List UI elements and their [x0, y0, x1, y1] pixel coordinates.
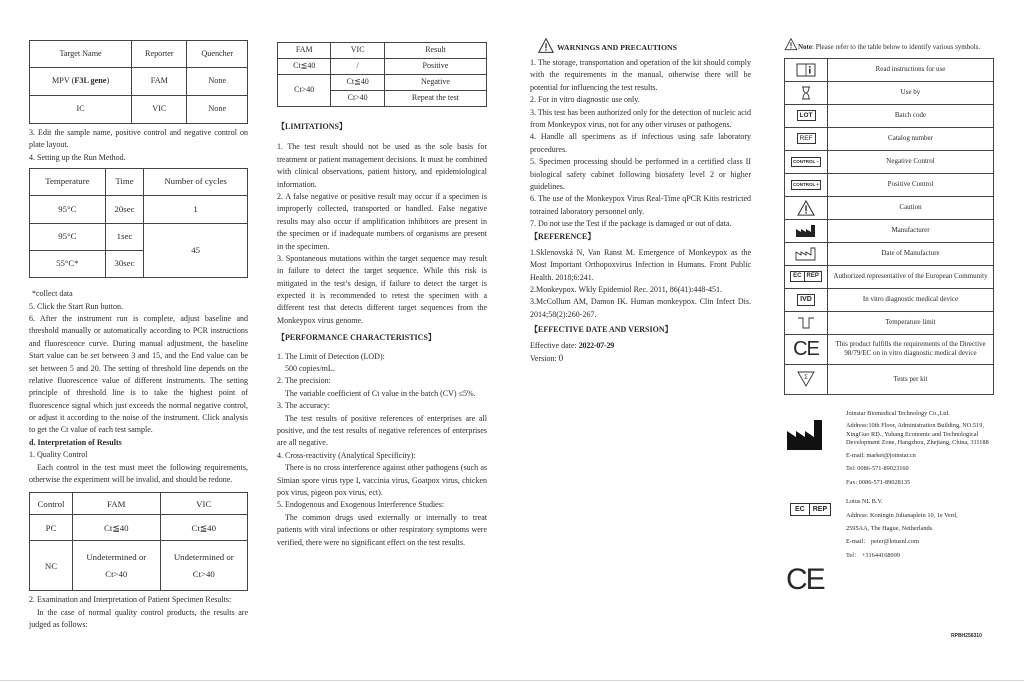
header-vic: VIC — [160, 493, 248, 515]
symbol-row — [785, 334, 994, 364]
perf-2-text: The variable coefficient of Ct value in the batch (CV) ≤5%. — [285, 388, 476, 398]
cell-time-1: 20sec — [105, 196, 143, 224]
perf-1-title: 1. The Limit of Detection (LOD): — [277, 351, 385, 361]
reference-1: 1.Sklenovská N, Van Ranst M. Emergence of Monkeypox as the Most Important Orthopoxvirus Infection in Humans. Front Public Health. 2018;6:241. — [530, 247, 751, 282]
symbol-row — [785, 58, 994, 81]
step-5-text: 5. Click the Start Run button. — [29, 301, 123, 311]
run-method-table — [29, 168, 248, 278]
cell-temp-3: 55°C* — [30, 251, 106, 278]
manufacturer-email: E-mail: market@joinstar.cn — [846, 451, 916, 459]
thermometer-icon — [795, 316, 817, 330]
header-cycles: Number of cycles — [144, 169, 248, 196]
cell-reporter-vic: VIC — [132, 96, 187, 124]
cell-result-repeat: Repeat the test — [384, 91, 486, 107]
perf-1-text: 500 copies/mL. — [285, 364, 335, 374]
quality-control-text: Each control in the test must meet the following requirements, otherwise the experiment will be invalid, and should be redone. — [29, 462, 248, 485]
lot-icon: LOT — [797, 110, 816, 121]
symbol-row — [785, 127, 994, 150]
eu-rep-block — [784, 497, 994, 560]
column-1 — [29, 40, 248, 632]
cell-target-mpv: MPV (F3L gene) — [30, 68, 132, 96]
cell-vic-slash: / — [331, 59, 384, 75]
result-table — [277, 42, 487, 107]
cell-cycles-1: 1 — [144, 196, 248, 224]
header-reporter: Reporter — [132, 41, 187, 68]
ce-mark-icon: CE — [793, 338, 819, 361]
column-4 — [784, 38, 994, 596]
symbol-row — [785, 219, 994, 242]
header-result: Result — [384, 43, 486, 59]
perf-2-title: 2. The precision: — [277, 376, 331, 386]
cell-vic-repeat: Ct>40 — [331, 91, 384, 107]
cell-pc: PC — [30, 515, 73, 541]
warnings-heading: WARNINGS AND PRECAUTIONS — [530, 38, 751, 54]
collect-note: *collect data — [32, 289, 73, 299]
rep-email: E-mail： peter@lotusnl.com — [846, 538, 919, 546]
perf-3-title: 3. The accuracy: — [277, 401, 330, 411]
symbol-label: Use by — [828, 81, 994, 104]
cell-time-3: 30sec — [105, 251, 143, 278]
column-3 — [530, 38, 751, 366]
rep-address-2: 2595AA, The Hague, Netherlands. — [846, 525, 934, 533]
reference-2: 2.Monkeypox. Wkly Epidemiol Rec. 2011, 86(41):448-451. — [530, 285, 722, 295]
symbol-label: Authorized representative of the European Community — [828, 265, 994, 288]
manufacturer-name: Joinstar Biomedical Technology Co.,Ltd. — [846, 409, 950, 417]
symbol-label: Read instructions for use — [828, 58, 994, 81]
header-temperature: Temperature — [30, 169, 106, 196]
examination-title: 2. Examination and Interpretation of Patient Specimen Results: — [29, 595, 232, 605]
rep-name: Lotus NL B.V. — [846, 498, 883, 506]
header-fam: FAM — [73, 493, 160, 515]
cell-temp-1: 95°C — [30, 196, 106, 224]
symbols-note: Note: Please refer to the table below to identify various symbols. — [784, 38, 994, 54]
hourglass-icon — [800, 86, 812, 100]
symbol-row — [785, 364, 994, 394]
effective-date: Effective date: 2022-07-29 — [530, 340, 615, 350]
header-target-name: Target Name — [30, 41, 132, 68]
ec-rep-icon: EC REP — [790, 271, 822, 282]
section-d-heading: d. Interpretation of Results — [29, 437, 122, 447]
reference-3: 3.McCollum AM, Damon IK. Human monkeypox. Clin Infect Dis. 2014;58(2):260-267. — [530, 297, 751, 319]
rep-address-1: Address: Koningin Julianaplein 10, 1e Verd, — [846, 511, 958, 519]
symbol-label: Negative Control — [828, 150, 994, 173]
symbol-label: In vitro diagnostic medical device — [828, 288, 994, 311]
symbol-label: Manufacturer — [828, 219, 994, 242]
cell-nc-fam: Undetermined or Ct>40 — [73, 541, 160, 591]
symbol-label: Catalog number — [828, 127, 994, 150]
caution-icon — [797, 200, 815, 216]
symbol-row — [785, 311, 994, 334]
ec-rep-icon: EC REP — [790, 503, 831, 516]
symbol-label: Tests per kit — [828, 364, 994, 394]
ce-mark-icon: CE — [786, 563, 824, 597]
limitations-heading: 【LIMITATIONS】 — [277, 122, 347, 131]
examination-text: In the case of normal quality control products, the results are judged as follows: — [29, 607, 248, 630]
cell-temp-2: 95°C — [30, 224, 106, 251]
header-quencher: Quencher — [187, 41, 248, 68]
quality-control-title: 1. Quality Control — [29, 450, 88, 460]
cell-reporter-fam: FAM — [132, 68, 187, 96]
warning-2: 2. For in vitro diagnostic use only. — [530, 95, 640, 105]
control-minus-icon: CONTROL − — [791, 157, 821, 167]
manufacturer-fax: Fax: 0086-571-89028135 — [846, 478, 911, 486]
symbol-label: This product fulfills the requirements of the Directive 98/79/EC on in vitro diagnostic medical device — [828, 334, 994, 364]
factory-icon — [795, 224, 817, 238]
ivd-icon: IVD — [797, 294, 815, 306]
manufacturer-address: Address:10th Floor, Administration Building, NO.519, XingGuo RD., Yuhang Economic and Technological Development Zone, Hangzhou, Zhejiang, China, 311188 — [846, 422, 989, 446]
header-time: Time — [105, 169, 143, 196]
svg-text:Σ: Σ — [804, 374, 808, 382]
perf-4-text: There is no cross interference against other pathogens (such as Simian spore virus type I, vaccinia virus, Goatpox virus, chicken pox virus, pigeon pox virus, ect). — [277, 463, 487, 497]
symbol-row — [785, 265, 994, 288]
book-info-icon — [796, 63, 816, 77]
symbol-row — [785, 196, 994, 219]
cell-vic-neg: Ct≦40 — [331, 75, 384, 91]
note-warning-icon — [784, 38, 798, 51]
reference-heading: 【REFERENCE】 — [530, 232, 596, 242]
perf-4-title: 4. Cross-reactivity (Analytical Specificity): — [277, 450, 416, 460]
cell-quencher-none-2: None — [187, 96, 248, 124]
factory-outline-icon — [795, 247, 817, 261]
cell-quencher-none: None — [187, 68, 248, 96]
cell-fam-pos: Ct≦40 — [278, 59, 331, 75]
perf-5-text: The common drugs used externally or internally to treat patients with viral infections or other respiratory symptoms were verified, there were no significant effect on the test results. — [277, 512, 487, 547]
cell-target-ic: IC — [30, 96, 132, 124]
header-vic: VIC — [331, 43, 384, 59]
step-4-text: 4. Setting up the Run Method. — [29, 152, 126, 162]
cell-nc: NC — [30, 541, 73, 591]
symbol-row — [785, 288, 994, 311]
symbol-label: Caution — [828, 196, 994, 219]
step-3-text: 3. Edit the sample name, positive control and negative control on plate layout. — [29, 128, 248, 150]
sigma-icon — [797, 371, 815, 387]
target-table — [29, 40, 248, 124]
cell-pc-fam: Ct≦40 — [73, 515, 160, 541]
perf-5-title: 5. Endogenous and Exogenous Interference Studies: — [277, 500, 445, 510]
cell-nc-vic: Undetermined or Ct>40 — [160, 541, 248, 591]
cell-pc-vic: Ct≦40 — [160, 515, 248, 541]
warning-1: 1. The storage, transportation and operation of the kit should comply with the requirements in the manual, otherwise there will be potential for influencing the test results. — [530, 58, 751, 92]
symbol-row — [785, 242, 994, 265]
symbols-table — [784, 58, 994, 395]
manufacturer-tel: Tel: 0086-571-89023160 — [846, 465, 909, 473]
symbol-label: Date of Manufacture — [828, 242, 994, 265]
warning-5: 5. Specimen processing should be performed in a certified class II biological safety cabinet following biosafety level 2 or higher guidelines. — [530, 157, 751, 191]
cell-result-negative: Negative — [384, 75, 486, 91]
header-fam: FAM — [278, 43, 331, 59]
symbol-row — [785, 150, 994, 173]
cell-time-2: 1sec — [105, 224, 143, 251]
manufacturer-block — [784, 409, 994, 487]
cell-fam-neg: Ct>40 — [278, 75, 331, 107]
symbol-label: Positive Control — [828, 173, 994, 196]
page-bottom-divider — [0, 680, 1024, 681]
symbol-row — [785, 104, 994, 127]
warning-6: 6. The use of the Monkeypox Virus Real-Time qPCR Kitis restricted totrained laboratory personnel only. — [530, 194, 751, 216]
column-2 — [277, 42, 487, 549]
control-table — [29, 492, 248, 591]
effective-heading: 【EFFECTIVE DATE AND VERSION】 — [530, 325, 673, 335]
document-code: RPBH256310 — [951, 633, 982, 639]
control-plus-icon: CONTROL + — [791, 180, 821, 190]
symbol-label: Temperature limit — [828, 311, 994, 334]
limitation-1: 1. The test result should not be used as the sole basis for treatment or patient management decisions. It must be combined with clinical observations, patient history, and epidemiological information. — [277, 142, 487, 189]
ref-icon: REF — [797, 133, 816, 144]
symbol-row — [785, 81, 994, 104]
perf-3-text: The test results of positive references of enterprises are all positive, and the test results of negative references of enterprises are all negative. — [277, 413, 487, 448]
limitation-3: 3. Spontaneous mutations within the target sequence may result in failure to detect the target sequence. While this risk is mitigated in the test’s design, if failure to detect the target is expected it is recommended to retest the specimen with a different test that detects different target sequences from the Monkeypox virus genome. — [277, 253, 487, 325]
warning-triangle-icon — [538, 38, 554, 54]
performance-heading: 【PERFORMANCE CHARACTERISTICS】 — [277, 333, 436, 343]
symbol-row — [785, 173, 994, 196]
warning-7: 7. Do not use the Test if the package is damaged or out of data. — [530, 219, 732, 229]
cell-result-positive: Positive — [384, 59, 486, 75]
header-control: Control — [30, 493, 73, 515]
symbol-label: Batch code — [828, 104, 994, 127]
warning-4: 4. Handle all specimens as if infectious using safe laboratory procedures. — [530, 132, 751, 154]
rep-tel: Tel： +31644168999 — [846, 551, 901, 559]
manufacturer-factory-icon — [786, 419, 832, 451]
limitation-2: 2. A false negative or positive result may occur if a specimen is improperly collected, transported or handled. False negative results may also occur if amplification inhibitors are present in the specimen or if inadequate numbers of organisms are present in the specimen. — [277, 191, 487, 251]
step-6-text: 6. After the instrument run is complete, adjust baseline and threshold manually or automatically according to PCR instructions and fluorescence curve. During manual adjustment, the baseline Start value can be set between 3 and 15, and the End value can be set between 5 and 20. The setting of threshold line depends on the relative fluorescence value of different instruments. The setting principle of threshold line is to take the highest point of fluorescence signal which just exceeds the normal negative control, or adjust it according to the noise of the instrument. Click analysis to get the Ct value of each test sample. — [29, 313, 248, 435]
version: Version: 0 — [530, 352, 564, 363]
warning-3: 3. This test has been authorized only for the detection of nucleic acid from Monkeypox virus, not for any other viruses or pathogens. — [530, 107, 751, 129]
cell-cycles-45: 45 — [144, 224, 248, 278]
